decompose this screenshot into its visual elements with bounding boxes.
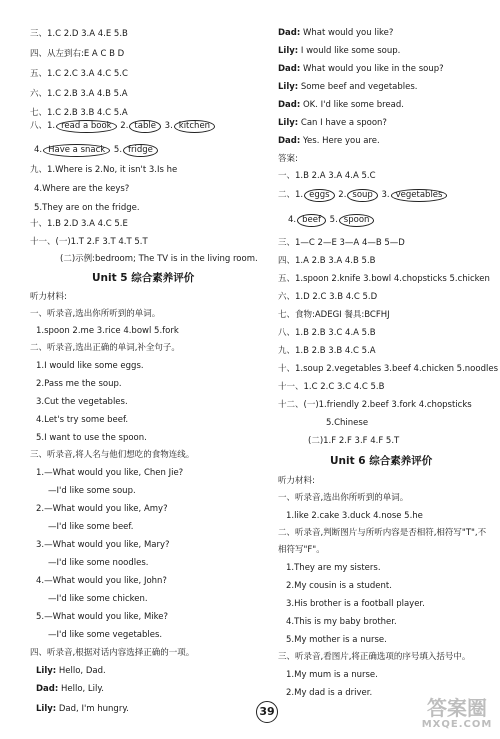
line-sep: 2. xyxy=(117,121,129,131)
circled-answers-line xyxy=(34,144,159,157)
transcript-line: 5.My mother is a nurse. xyxy=(286,635,387,645)
transcript-line: 2.My cousin is a student. xyxy=(286,581,392,591)
transcript-line: 4.Let's try some beef. xyxy=(36,415,129,425)
answer-line: 五、1.spoon 2.knife 3.bowl 4.chopsticks 5.chicken xyxy=(278,274,490,284)
answer-line: (二)1.F 2.F 3.F 4.F 5.T xyxy=(308,436,400,446)
transcript-line: —I'd like some chicken. xyxy=(48,594,148,604)
question-heading: 一、听录音,选出你所听到的单词。 xyxy=(278,493,409,503)
line-sep: 2. xyxy=(335,190,347,200)
speaker: Lily: xyxy=(36,704,57,714)
answer-line: 十一、1.C 2.C 3.C 4.C 5.B xyxy=(278,382,385,392)
question-heading: 二、听录音,判断图片与所听内容是否相符,相符写"T",不 xyxy=(278,528,487,538)
circled-answers-line xyxy=(288,214,375,227)
answer-line: 四、1.A 2.B 3.A 4.B 5.B xyxy=(278,256,376,266)
circled-answer: vegetables xyxy=(391,189,448,202)
line-sep: 3. xyxy=(378,190,390,200)
answer-line: (二)示例:bedroom; The TV is in the living room. xyxy=(60,254,258,264)
circled-answer: table xyxy=(129,120,161,133)
circled-answer: Have a snack xyxy=(43,144,110,157)
circled-answer: soup xyxy=(347,189,377,202)
transcript-line: 5.—What would you like, Mike? xyxy=(36,612,168,622)
watermark-url: MXQE.COM xyxy=(421,719,493,730)
answer-line: 5.Chinese xyxy=(326,418,369,428)
transcript-line: 5.I want to use the spoon. xyxy=(36,433,147,443)
answer-line: 六、1.C 2.B 3.A 4.B 5.A xyxy=(30,89,128,99)
transcript-line: 1.I would like some eggs. xyxy=(36,361,144,371)
speaker: Dad: xyxy=(278,100,301,110)
speaker: Dad: xyxy=(36,684,59,694)
line-prefix: 二、1. xyxy=(278,190,304,200)
utterance: Yes. Here you are. xyxy=(300,136,380,146)
line-prefix: 4. xyxy=(34,145,43,155)
answer-line: 九、1.B 2.B 3.B 4.C 5.A xyxy=(278,346,376,356)
answer-line: 四、从左到右:E A C B D xyxy=(30,49,125,59)
question-heading: 四、听录音,根据对话内容选择正确的一项。 xyxy=(30,648,195,658)
dialogue-line xyxy=(278,46,400,57)
circled-answer: kitchen xyxy=(174,120,215,133)
line-prefix: 4. xyxy=(288,215,297,225)
answer-line: 七、食物:ADEGI 餐具:BCFHJ xyxy=(278,310,390,320)
speaker: Lily: xyxy=(36,666,57,676)
transcript-line: —I'd like some soup. xyxy=(48,486,136,496)
answer-line: 十一、(一)1.T 2.F 3.T 4.T 5.T xyxy=(30,237,148,247)
transcript-line: 2.—What would you like, Amy? xyxy=(36,504,168,514)
answer-line: 三、1.C 2.D 3.A 4.E 5.B xyxy=(30,29,128,39)
section-label: 听力材料: xyxy=(278,476,315,486)
transcript-line: —I'd like some noodles. xyxy=(48,558,149,568)
answer-line: 4.Where are the keys? xyxy=(34,184,130,194)
utterance: What would you like? xyxy=(300,28,394,38)
dialogue-line xyxy=(36,704,129,715)
line-sep: 3. xyxy=(161,121,173,131)
question-heading: 二、听录音,选出正确的单词,补全句子。 xyxy=(30,343,180,353)
transcript-line: 1.spoon 2.me 3.rice 4.bowl 5.fork xyxy=(36,326,179,336)
section-heading: Unit 6 综合素养评价 xyxy=(330,455,433,467)
transcript-line: 1.like 2.cake 3.duck 4.nose 5.he xyxy=(286,511,423,521)
transcript-line: 2.Pass me the soup. xyxy=(36,379,122,389)
answer-line: 一、1.B 2.A 3.A 4.A 5.C xyxy=(278,171,376,181)
line-prefix: 八、1. xyxy=(30,121,56,131)
page-number: 39 xyxy=(256,701,278,723)
speaker: Lily: xyxy=(278,46,299,56)
transcript-line: —I'd like some beef. xyxy=(48,522,134,532)
section-label: 听力材料: xyxy=(30,292,67,302)
answer-line: 三、1—C 2—E 3—A 4—B 5—D xyxy=(278,238,405,248)
utterance: Can I have a spoon? xyxy=(298,118,387,128)
answer-line: 七、1.C 2.B 3.B 4.C 5.A xyxy=(30,108,128,118)
transcript-line: 1.They are my sisters. xyxy=(286,563,381,573)
line-sep: 5. xyxy=(326,215,338,225)
dialogue-line xyxy=(278,82,417,93)
dialogue-line xyxy=(278,28,393,39)
circled-answer: read a book xyxy=(56,120,116,133)
utterance: Some beef and vegetables. xyxy=(298,82,418,92)
question-heading: 三、听录音,将人名与他们想吃的食物连线。 xyxy=(30,450,195,460)
section-label: 答案: xyxy=(278,154,298,164)
question-heading: 相符写"F"。 xyxy=(278,545,325,555)
speaker: Lily: xyxy=(278,82,299,92)
circled-answers-line xyxy=(30,120,216,133)
answer-line: 八、1.B 2.B 3.C 4.A 5.B xyxy=(278,328,376,338)
transcript-line: 4.This is my baby brother. xyxy=(286,617,397,627)
answer-line: 九、1.Where is 2.No, it isn't 3.Is he xyxy=(30,165,178,175)
transcript-line: 1.My mum is a nurse. xyxy=(286,670,378,680)
dialogue-line xyxy=(278,118,387,129)
circled-answers-line xyxy=(278,189,448,202)
dialogue-line xyxy=(278,100,404,111)
circled-answer: eggs xyxy=(304,189,334,202)
dialogue-line xyxy=(278,136,380,147)
speaker: Dad: xyxy=(278,28,301,38)
dialogue-line xyxy=(36,684,104,695)
circled-answer: spoon xyxy=(339,214,375,227)
utterance: I would like some soup. xyxy=(298,46,401,56)
transcript-line: 3.—What would you like, Mary? xyxy=(36,540,170,550)
answer-line: 十、1.soup 2.vegetables 3.beef 4.chicken 5.noodles xyxy=(278,364,498,374)
utterance: Dad, I'm hungry. xyxy=(56,704,129,714)
answer-line: 六、1.D 2.C 3.B 4.C 5.D xyxy=(278,292,378,302)
speaker: Lily: xyxy=(278,118,299,128)
utterance: Hello, Dad. xyxy=(56,666,106,676)
speaker: Dad: xyxy=(278,136,301,146)
utterance: OK. I'd like some bread. xyxy=(300,100,404,110)
watermark-logo xyxy=(418,697,496,737)
utterance: Hello, Lily. xyxy=(58,684,104,694)
section-heading: Unit 5 综合素养评价 xyxy=(92,272,195,284)
answer-line: 5.They are on the fridge. xyxy=(34,203,140,213)
transcript-line: 2.My dad is a driver. xyxy=(286,688,373,698)
circled-answer: beef xyxy=(297,214,326,227)
transcript-line: 3.His brother is a football player. xyxy=(286,599,425,609)
watermark-text: 答案圈 xyxy=(427,696,487,720)
utterance: What would you like in the soup? xyxy=(300,64,444,74)
transcript-line: —I'd like some vegetables. xyxy=(48,630,163,640)
circled-answer: fridge xyxy=(123,144,158,157)
line-sep: 5. xyxy=(111,145,123,155)
transcript-line: 1.—What would you like, Chen Jie? xyxy=(36,468,184,478)
transcript-line: 4.—What would you like, John? xyxy=(36,576,167,586)
speaker: Dad: xyxy=(278,64,301,74)
question-heading: 一、听录音,选出你所听到的单词。 xyxy=(30,309,161,319)
answer-line: 十、1.B 2.D 3.A 4.C 5.E xyxy=(30,219,128,229)
answer-line: 五、1.C 2.C 3.A 4.C 5.C xyxy=(30,69,128,79)
answer-line: 十二、(一)1.friendly 2.beef 3.fork 4.chopsticks xyxy=(278,400,472,410)
transcript-line: 3.Cut the vegetables. xyxy=(36,397,128,407)
dialogue-line xyxy=(278,64,444,75)
dialogue-line xyxy=(36,666,106,677)
question-heading: 三、听录音,看图片,将正确选项的序号填入括号中。 xyxy=(278,652,471,662)
